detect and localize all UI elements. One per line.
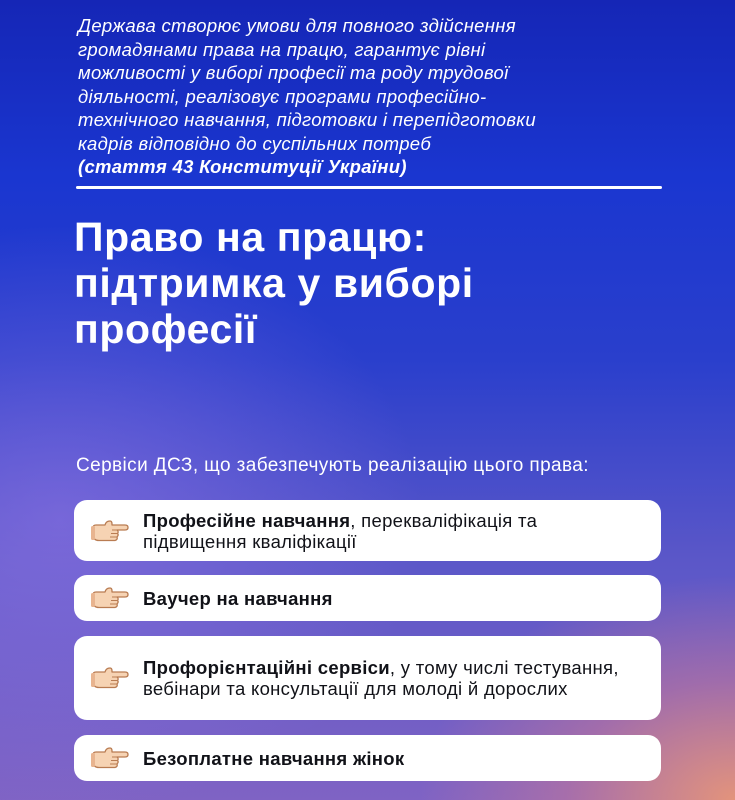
service-text <box>143 748 404 769</box>
pointing-hand-icon <box>91 666 129 690</box>
title-line: професії <box>74 306 257 352</box>
service-title: Ваучер на навчання <box>143 587 333 609</box>
constitution-quote <box>78 14 658 179</box>
service-text <box>143 588 333 609</box>
quote-citation: (стаття 43 Конституції України) <box>78 156 407 177</box>
service-description: , у тому числі тестування, вебінари та консультації для молоді й дорослих <box>143 657 619 699</box>
pointing-hand-icon <box>91 746 129 770</box>
page-title <box>74 214 674 352</box>
service-card-career-guidance <box>74 636 661 720</box>
pointing-hand-icon <box>91 519 129 543</box>
service-title: Профорієнтаційні сервіси <box>143 657 390 678</box>
quote-line: діяльності, реалізовує програми професійно- <box>78 85 487 107</box>
quote-line: Держава створює умови для повного здійснення <box>78 15 516 36</box>
quote-line: технічного навчання, підготовки і перепідготовки <box>78 109 536 130</box>
service-card-voucher <box>74 575 661 621</box>
quote-line: громадянами права на працю, гарантує рівні <box>78 38 486 60</box>
title-line: підтримка у виборі <box>74 260 474 306</box>
service-card-women-training <box>74 735 661 781</box>
pointing-hand-icon <box>91 586 129 610</box>
quote-line: кадрів відповідно до суспільних потреб <box>78 132 432 154</box>
service-card-professional-training <box>74 500 661 561</box>
service-text <box>143 510 645 552</box>
divider <box>76 186 662 189</box>
quote-line: можливості у виборі професії та роду трудової <box>78 62 509 83</box>
service-text <box>143 657 645 699</box>
service-title: Професійне навчання <box>143 509 351 531</box>
service-title: Безоплатне навчання жінок <box>143 747 405 769</box>
services-heading: Сервіси ДСЗ, що забезпечують реалізацію цього права: <box>76 455 589 476</box>
service-description: , перекваліфікація та підвищення кваліфікації <box>143 509 538 552</box>
title-line: Право на працю: <box>74 214 427 260</box>
